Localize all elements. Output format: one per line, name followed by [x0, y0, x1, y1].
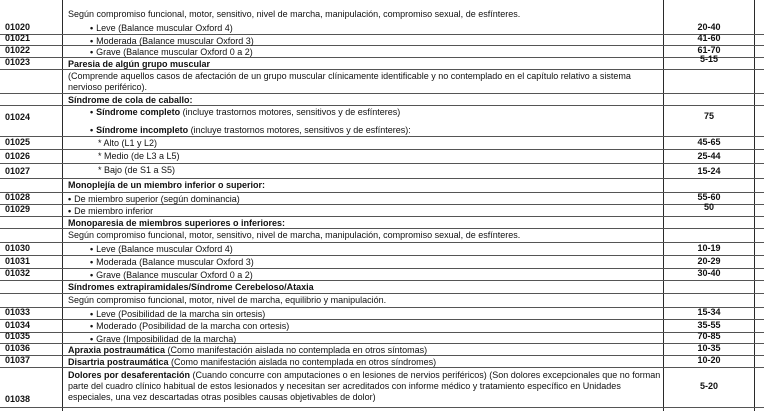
row-description: Apraxia postraumática (Como manifestación aislada no contemplada en otros síntomas) — [68, 345, 428, 355]
row-value: 10-20 — [697, 355, 721, 365]
row-description: • Síndrome incompleto (incluye trastornos motores, sensitivos y de esfínteres): — [90, 125, 411, 135]
row-value: 41-60 — [697, 33, 721, 43]
table-row — [0, 320, 764, 333]
row-code: 01021 — [5, 33, 31, 43]
row-description: • Leve (Posibilidad de la marcha sin ortesis) — [90, 309, 266, 319]
table-row — [0, 344, 764, 356]
row-title: Síndrome de cola de caballo: — [68, 95, 193, 105]
row-description: Según compromiso funcional, motor, sensitivo, nivel de marcha, manipulación, compromiso sexual, de esfínteres. — [68, 9, 521, 19]
row-value: 10-19 — [697, 243, 721, 253]
row-description: • Grave (Balance muscular Oxford 0 a 2) — [90, 47, 253, 57]
row-code: 01023 — [5, 57, 31, 67]
row-description: * Bajo (de S1 a S5) — [98, 165, 176, 175]
row-value: 20-29 — [697, 256, 721, 266]
bullet-icon: • — [90, 23, 94, 33]
row-value: 45-65 — [697, 137, 721, 147]
row-value: 10-35 — [697, 343, 721, 353]
table-row — [0, 217, 764, 229]
row-code: 01033 — [5, 307, 31, 317]
row-description: Disartria postraumática (Como manifestación aislada no contemplada en otros síndromes) — [68, 357, 437, 367]
table-row — [0, 119, 764, 137]
row-description: • Leve (Balance muscular Oxford 4) — [90, 244, 233, 254]
table-row — [0, 308, 764, 320]
table-row — [0, 22, 764, 35]
table-row — [0, 35, 764, 46]
bullet-icon: • — [90, 257, 94, 267]
table-row — [0, 150, 764, 164]
row-value: 5-20 — [699, 381, 718, 391]
row-description: • Leve (Balance muscular Oxford 4) — [90, 23, 233, 33]
row-title: Paresia de algún grupo muscular — [68, 59, 211, 69]
row-code: 01031 — [5, 256, 31, 266]
bullet-icon: • — [90, 270, 94, 280]
row-value: 50 — [703, 202, 714, 212]
table-row — [0, 164, 764, 179]
row-description: * Medio (de L3 a L5) — [98, 151, 180, 161]
bullet-icon: • — [68, 194, 72, 204]
bullet-icon: • — [90, 107, 94, 117]
table-row — [0, 294, 764, 308]
row-code: 01030 — [5, 243, 31, 253]
table-row — [0, 256, 764, 269]
table-row — [0, 54, 764, 70]
row-description: • De miembro inferior — [68, 206, 154, 216]
row-value: 15-34 — [697, 307, 721, 317]
row-code: 01038 — [5, 394, 31, 404]
row-title: Monoplejía de un miembro inferior o superior: — [68, 180, 266, 190]
row-value: 30-40 — [697, 268, 721, 278]
bullet-icon: • — [90, 244, 94, 254]
row-value: 20-40 — [697, 22, 721, 32]
row-value: 5-15 — [699, 54, 718, 64]
row-code: 01035 — [5, 331, 31, 341]
row-code: 01037 — [5, 355, 31, 365]
table-row — [0, 281, 764, 294]
row-value: 25-44 — [697, 151, 721, 161]
row-description: Según compromiso funcional, motor, nivel de marcha, equilibrio y manipulación. — [68, 295, 387, 305]
table-row — [0, 106, 764, 122]
row-title: Monoparesia de miembros superiores o inferiores: — [68, 218, 286, 228]
row-description: • Moderado (Posibilidad de la marcha con ortesis) — [90, 321, 290, 331]
row-description: * Alto (L1 y L2) — [98, 138, 158, 148]
row-description: • Grave (Imposibilidad de la marcha) — [90, 334, 237, 344]
table-row — [0, 193, 764, 205]
table-row — [0, 229, 764, 243]
bullet-icon: • — [90, 125, 94, 135]
table-row — [0, 333, 764, 344]
row-description: • Moderada (Balance muscular Oxford 3) — [90, 36, 254, 46]
row-code: 01022 — [5, 45, 31, 55]
row-code: 01026 — [5, 151, 31, 161]
row-description: (Comprende aquellos casos de afectación de un grupo muscular clínicamente identificable y no contemplado en el capítulo relativo a sistema nervioso periférico). — [68, 71, 631, 92]
bullet-icon: • — [90, 47, 94, 57]
table-row — [0, 368, 764, 408]
row-code: 01020 — [5, 22, 31, 32]
table-row — [0, 8, 764, 22]
table-row — [0, 202, 764, 217]
row-value: 61-70 — [697, 45, 721, 55]
row-code: 01036 — [5, 343, 31, 353]
row-value: 70-85 — [697, 331, 721, 341]
row-value: 55-60 — [697, 192, 721, 202]
row-code: 01024 — [5, 112, 31, 122]
row-value: 75 — [703, 111, 714, 121]
row-value: 35-55 — [697, 320, 721, 330]
table-row — [0, 137, 764, 150]
table-row — [0, 94, 764, 106]
table-row — [0, 356, 764, 368]
table-row — [0, 70, 764, 94]
row-description: • Grave (Balance muscular Oxford 0 a 2) — [90, 270, 253, 280]
table-row — [0, 243, 764, 256]
table-row — [0, 179, 764, 193]
table-row — [0, 269, 764, 281]
row-description: Según compromiso funcional, motor, sensitivo, nivel de marcha, manipulación, compromiso sexual, de esfínteres. — [68, 230, 521, 240]
row-description: • De miembro superior (según dominancia) — [68, 194, 240, 204]
bullet-icon: • — [90, 334, 94, 344]
bullet-icon: • — [90, 36, 94, 46]
row-code: 01034 — [5, 320, 31, 330]
row-description: • Moderada (Balance muscular Oxford 3) — [90, 257, 254, 267]
bullet-icon: • — [90, 309, 94, 319]
row-code: 01028 — [5, 192, 31, 202]
row-code: 01032 — [5, 268, 31, 278]
row-title: Síndromes extrapiramidales/Síndrome Cerebeloso/Ataxia — [68, 282, 314, 292]
row-description: Dolores por desaferentación (Cuando concurre con amputaciones o en lesiones de nervios periféricos) (Son dolores excepcionales que no forman parte del cuadro clínico habitual de estos lesionados y necesitan ser acreditados con informe médico y tratamiento específico en Unidades especiales, una vez descartadas otras posibles causas objetivables de dolor) — [68, 370, 661, 402]
row-description: • Síndrome completo (incluye trastornos motores, sensitivos y de esfínteres) — [90, 107, 401, 117]
row-code: 01027 — [5, 166, 31, 176]
table-row — [0, 46, 764, 58]
row-value: 15-24 — [697, 166, 721, 176]
row-code: 01025 — [5, 137, 31, 147]
bullet-icon: • — [68, 206, 72, 216]
row-code: 01029 — [5, 204, 31, 214]
bullet-icon: • — [90, 321, 94, 331]
